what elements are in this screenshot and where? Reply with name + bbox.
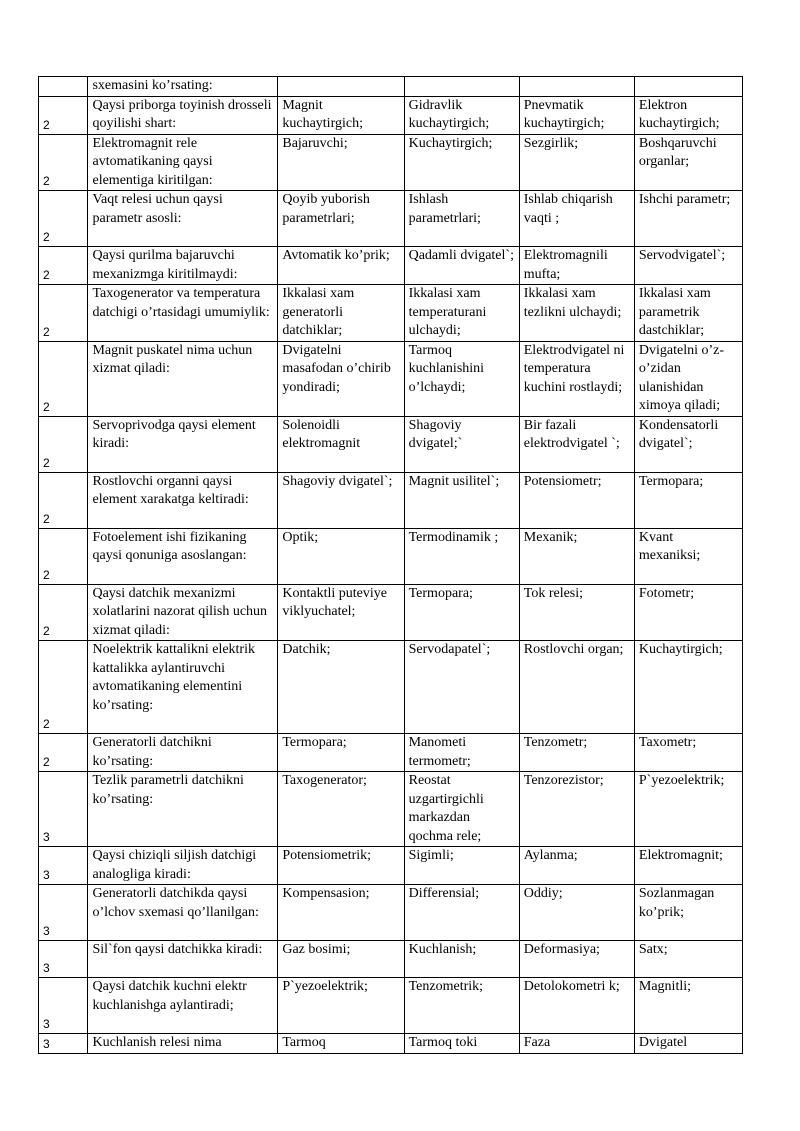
- answer-option-3: Faza: [519, 1034, 634, 1054]
- difficulty-level: 3: [39, 772, 88, 847]
- difficulty-level: 3: [39, 847, 88, 885]
- difficulty-level: 2: [39, 528, 88, 584]
- answer-option-1: Gaz bosimi;: [278, 941, 404, 978]
- answer-option-1: Solenoidli elektromagnit: [278, 416, 404, 472]
- answer-option-2: Reostat uzgartirgichli markazdan qochma rele;: [404, 772, 519, 847]
- answer-option-2: Differensial;: [404, 885, 519, 941]
- answer-option-3: Potensiometr;: [519, 472, 634, 528]
- answer-option-4: Kvant mexaniksi;: [634, 528, 742, 584]
- question-row: [39, 191, 743, 247]
- answer-option-3: Detolokometri k;: [519, 978, 634, 1034]
- answer-option-4: Sozlanmagan ko’prik;: [634, 885, 742, 941]
- answer-option-4: Taxometr;: [634, 734, 742, 772]
- answer-option-2: Servodapatel`;: [404, 641, 519, 734]
- question-text: Kuchlanish relesi nima: [88, 1034, 278, 1054]
- difficulty-level: 2: [39, 584, 88, 641]
- difficulty-level: 2: [39, 191, 88, 247]
- question-row: [39, 734, 743, 772]
- answer-option-4: Dvigatel: [634, 1034, 742, 1054]
- answer-option-2: Ishlash parametrlari;: [404, 191, 519, 247]
- question-row: [39, 641, 743, 734]
- difficulty-level: 2: [39, 285, 88, 342]
- answer-option-4: Elektron kuchaytirgich;: [634, 96, 742, 134]
- question-row: [39, 341, 743, 416]
- answer-option-1: Tarmoq: [278, 1034, 404, 1054]
- answer-option-4: Elektromagnit;: [634, 847, 742, 885]
- answer-option-1: Potensiometrik;: [278, 847, 404, 885]
- answer-option-3: Ikkalasi xam tezlikni ulchaydi;: [519, 285, 634, 342]
- answer-option-1: Termopara;: [278, 734, 404, 772]
- answer-option-2: Termopara;: [404, 584, 519, 641]
- answer-option-1: Ikkalasi xam generatorli datchiklar;: [278, 285, 404, 342]
- answer-option-2: Tarmoq toki: [404, 1034, 519, 1054]
- question-text: Sil`fon qaysi datchikka kiradi:: [88, 941, 278, 978]
- answer-option-3: Sezgirlik;: [519, 134, 634, 191]
- answer-option-2: [404, 77, 519, 97]
- answer-option-1: Qoyib yuborish parametrlari;: [278, 191, 404, 247]
- answer-option-1: P`yezoelektrik;: [278, 978, 404, 1034]
- question-row: [39, 978, 743, 1034]
- answer-option-4: [634, 77, 742, 97]
- question-row: [39, 285, 743, 342]
- answer-option-4: Servodvigatel`;: [634, 247, 742, 285]
- difficulty-level: 2: [39, 134, 88, 191]
- question-table-body: [39, 77, 743, 1054]
- question-row: [39, 416, 743, 472]
- answer-option-3: Tenzorezistor;: [519, 772, 634, 847]
- answer-option-2: Shagoviy dvigatel;`: [404, 416, 519, 472]
- answer-option-2: Tenzometrik;: [404, 978, 519, 1034]
- difficulty-level: 3: [39, 978, 88, 1034]
- answer-option-3: Ishlab chiqarish vaqti ;: [519, 191, 634, 247]
- answer-option-2: Kuchlanish;: [404, 941, 519, 978]
- answer-option-4: Ishchi parametr;: [634, 191, 742, 247]
- difficulty-level: 3: [39, 941, 88, 978]
- question-text: Qaysi datchik mexanizmi xolatlarini nazorat qilish uchun xizmat qiladi:: [88, 584, 278, 641]
- question-text: Noelektrik kattalikni elektrik kattalikka aylantiruvchi avtomatikaning elementini ko’rsating:: [88, 641, 278, 734]
- answer-option-4: Satx;: [634, 941, 742, 978]
- answer-option-1: Magnit kuchaytirgich;: [278, 96, 404, 134]
- question-text: Qaysi priborga toyinish drosseli qoyilishi shart:: [88, 96, 278, 134]
- question-text: Elektromagnit rele avtomatikaning qaysi elementiga kiritilgan:: [88, 134, 278, 191]
- question-text: Qaysi datchik kuchni elektr kuchlanishga aylantiradi;: [88, 978, 278, 1034]
- answer-option-2: Qadamli dvigatel`;: [404, 247, 519, 285]
- question-text: Vaqt relesi uchun qaysi parametr asosli:: [88, 191, 278, 247]
- answer-option-3: Pnevmatik kuchaytirgich;: [519, 96, 634, 134]
- answer-option-3: Oddiy;: [519, 885, 634, 941]
- difficulty-level: 2: [39, 96, 88, 134]
- answer-option-2: Termodinamik ;: [404, 528, 519, 584]
- answer-option-1: Optik;: [278, 528, 404, 584]
- answer-option-1: Taxogenerator;: [278, 772, 404, 847]
- question-row: [39, 472, 743, 528]
- answer-option-1: [278, 77, 404, 97]
- answer-option-4: Boshqaruvchi organlar;: [634, 134, 742, 191]
- question-row: [39, 247, 743, 285]
- question-row: [39, 1034, 743, 1054]
- question-text: Generatorli datchikni ko’rsating:: [88, 734, 278, 772]
- answer-option-3: Aylanma;: [519, 847, 634, 885]
- answer-option-1: Shagoviy dvigatel`;: [278, 472, 404, 528]
- question-row: [39, 528, 743, 584]
- answer-option-4: Dvigatelni o’z-o’zidan ulanishidan ximoya qiladi;: [634, 341, 742, 416]
- question-text: Fotoelement ishi fizikaning qaysi qonuniga asoslangan:: [88, 528, 278, 584]
- question-table: [38, 76, 743, 1054]
- answer-option-3: Rostlovchi organ;: [519, 641, 634, 734]
- question-row: [39, 772, 743, 847]
- question-row: [39, 941, 743, 978]
- answer-option-4: Kondensatorli dvigatel`;: [634, 416, 742, 472]
- question-row: [39, 134, 743, 191]
- answer-option-4: Magnitli;: [634, 978, 742, 1034]
- question-text: Generatorli datchikda qaysi o’lchov sxemasi qo’llanilgan:: [88, 885, 278, 941]
- difficulty-level: 2: [39, 734, 88, 772]
- answer-option-3: Bir fazali elektrodvigatel `;: [519, 416, 634, 472]
- difficulty-level: 2: [39, 472, 88, 528]
- answer-option-2: Tarmoq kuchlanishini o’lchaydi;: [404, 341, 519, 416]
- answer-option-3: [519, 77, 634, 97]
- difficulty-level: 3: [39, 1034, 88, 1054]
- question-row: [39, 885, 743, 941]
- answer-option-2: Sigimli;: [404, 847, 519, 885]
- answer-option-2: Magnit usilitel`;: [404, 472, 519, 528]
- question-text: Rostlovchi organni qaysi element xarakatga keltiradi:: [88, 472, 278, 528]
- difficulty-level: 2: [39, 341, 88, 416]
- difficulty-level: 2: [39, 416, 88, 472]
- answer-option-3: Elektromagnili mufta;: [519, 247, 634, 285]
- question-text: Taxogenerator va temperatura datchigi o’rtasidagi umumiylik:: [88, 285, 278, 342]
- difficulty-level: 2: [39, 641, 88, 734]
- answer-option-3: Tenzometr;: [519, 734, 634, 772]
- question-text: Tezlik parametrli datchikni ko’rsating:: [88, 772, 278, 847]
- answer-option-2: Kuchaytirgich;: [404, 134, 519, 191]
- answer-option-1: Bajaruvchi;: [278, 134, 404, 191]
- question-text: Qaysi chiziqli siljish datchigi analogliga kiradi:: [88, 847, 278, 885]
- answer-option-3: Mexanik;: [519, 528, 634, 584]
- question-row: [39, 584, 743, 641]
- answer-option-1: Kontaktli puteviye viklyuchatel;: [278, 584, 404, 641]
- answer-option-1: Avtomatik ko’prik;: [278, 247, 404, 285]
- difficulty-level: [39, 77, 88, 97]
- answer-option-2: Gidravlik kuchaytirgich;: [404, 96, 519, 134]
- answer-option-4: Ikkalasi xam parametrik dastchiklar;: [634, 285, 742, 342]
- question-text: Magnit puskatel nima uchun xizmat qiladi:: [88, 341, 278, 416]
- answer-option-3: Deformasiya;: [519, 941, 634, 978]
- question-text: sxemasini ko’rsating:: [88, 77, 278, 97]
- answer-option-4: Termopara;: [634, 472, 742, 528]
- question-row: [39, 96, 743, 134]
- question-row: [39, 847, 743, 885]
- answer-option-1: Kompensasion;: [278, 885, 404, 941]
- answer-option-4: Fotometr;: [634, 584, 742, 641]
- difficulty-level: 2: [39, 247, 88, 285]
- difficulty-level: 3: [39, 885, 88, 941]
- answer-option-1: Dvigatelni masafodan o’chirib yondiradi;: [278, 341, 404, 416]
- answer-option-4: Kuchaytirgich;: [634, 641, 742, 734]
- answer-option-3: Tok relesi;: [519, 584, 634, 641]
- answer-option-1: Datchik;: [278, 641, 404, 734]
- question-text: Servoprivodga qaysi element kiradi:: [88, 416, 278, 472]
- answer-option-3: Elektrodvigatel ni temperatura kuchini rostlaydi;: [519, 341, 634, 416]
- question-row: [39, 77, 743, 97]
- question-text: Qaysi qurilma bajaruvchi mexanizmga kiritilmaydi:: [88, 247, 278, 285]
- answer-option-4: P`yezoelektrik;: [634, 772, 742, 847]
- answer-option-2: Manometi termometr;: [404, 734, 519, 772]
- answer-option-2: Ikkalasi xam temperaturani ulchaydi;: [404, 285, 519, 342]
